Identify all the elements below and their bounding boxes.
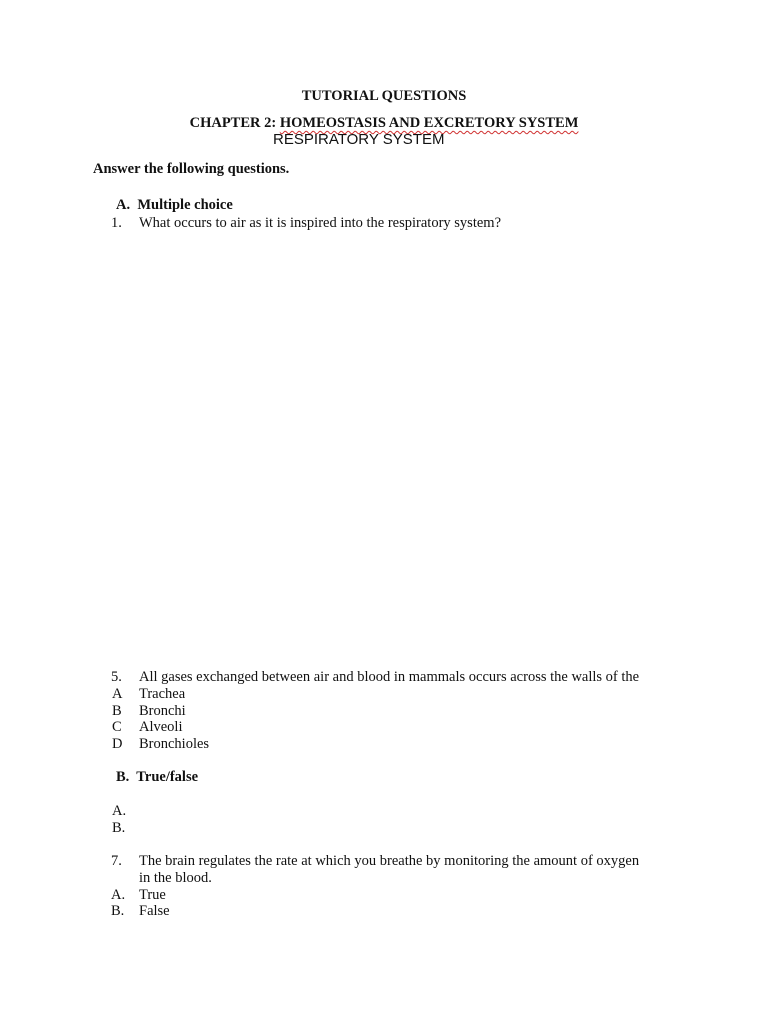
option-letter: B. (111, 903, 125, 919)
option-text: Alveoli (139, 719, 183, 735)
blank-option-a: A. (112, 803, 127, 819)
chapter-name: HOMEOSTASIS AND EXCRETORY SYSTEM (279, 115, 579, 131)
option-letter: D (112, 736, 123, 752)
option-text: True (139, 887, 166, 903)
question-7-text-line1: The brain regulates the rate at which you breathe by monitoring the amount of oxygen (139, 853, 640, 869)
section-b-title: True/false (136, 769, 199, 785)
chapter-subtitle: RESPIRATORY SYSTEM (273, 131, 445, 148)
option-text: Bronchi (139, 703, 186, 719)
option-letter: A (112, 686, 123, 702)
section-a-title: Multiple choice (137, 197, 233, 213)
chapter-prefix: CHAPTER 2: (189, 115, 277, 131)
question-7-text-line2: in the blood. (139, 870, 212, 886)
option-letter: B (112, 703, 122, 719)
page-title: TUTORIAL QUESTIONS (301, 88, 467, 104)
question-5-number: 5. (111, 669, 122, 685)
instructions: Answer the following questions. (93, 161, 290, 177)
section-a-marker: A. (116, 197, 131, 213)
section-b-marker: B. (116, 769, 130, 785)
chapter-heading (0, 115, 768, 132)
option-letter: A. (111, 887, 126, 903)
section-a-heading (116, 197, 233, 214)
blank-option-b: B. (112, 820, 126, 836)
option-letter: C (112, 719, 122, 735)
option-text: Bronchioles (139, 736, 210, 752)
question-7-number: 7. (111, 853, 122, 869)
section-b-heading (116, 769, 198, 786)
question-5-text: All gases exchanged between air and blood in mammals occurs across the walls of the (139, 669, 640, 685)
option-text: False (139, 903, 170, 919)
question-1-text: What occurs to air as it is inspired into the respiratory system? (139, 215, 502, 231)
question-1-number: 1. (111, 215, 122, 231)
option-text: Trachea (139, 686, 186, 702)
